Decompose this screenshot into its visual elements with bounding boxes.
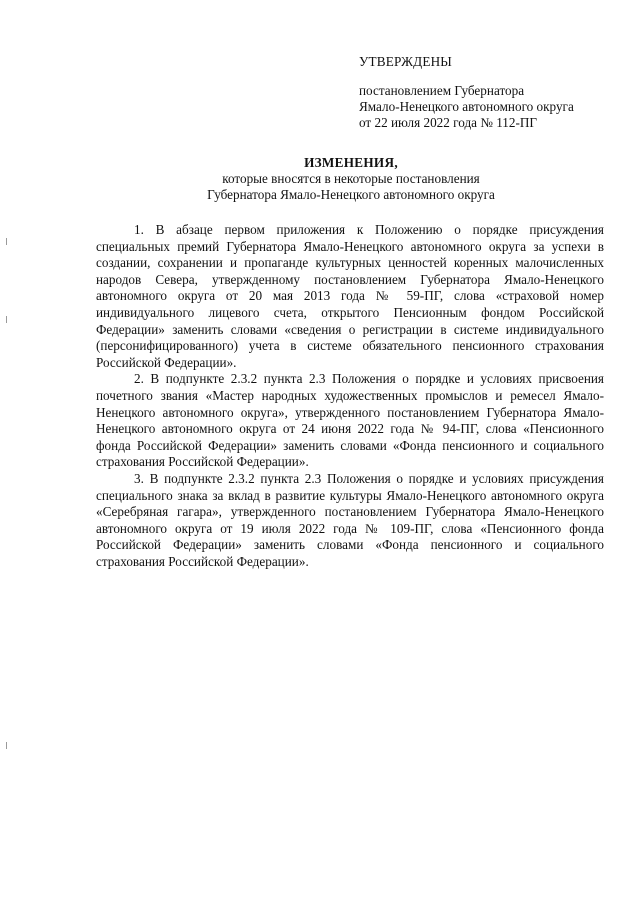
paragraph-3: 3. В подпункте 2.3.2 пункта 2.3 Положения о порядке и условиях присуждения специального знака за вклад в развитие культуры Ямало-Ненецкого автономного округа «Серебряная гагара», утвержденного постановлением Губернатора Ямало-Ненецкого автономного округа от 19 июля 2022 года № 109-ПГ, слова «Пенсионного фонда Российской Федерации» заменить словами «Фонда пенсионного и социального страхования Российской Федерации». — [96, 470, 604, 569]
margin-mark — [6, 316, 7, 323]
document-heading — [96, 155, 606, 203]
document-body — [96, 222, 604, 570]
approval-line: от 22 июля 2022 года № 112-ПГ — [359, 115, 538, 130]
approval-stamp: УТВЕРЖДЕНЫ — [359, 54, 453, 69]
margin-mark — [6, 742, 7, 749]
document-subtitle-line: которые вносятся в некоторые постановления — [222, 171, 480, 186]
approval-block — [359, 54, 619, 131]
paragraph-2: 2. В подпункте 2.3.2 пункта 2.3 Положения о порядке и условиях присвоения почетного звания «Мастер народных художественных промыслов и ремесел Ямало-Ненецкого автономного округа», утвержденного постановлением Губернатора Ямало-Ненецкого автономного округа от 24 июня 2022 года № 94-ПГ, слова «Пенсионного фонда Российской Федерации» заменить словами «Фонда пенсионного и социального страхования Российской Федерации». — [96, 371, 604, 470]
approval-line: постановлением Губернатора — [359, 83, 525, 98]
paragraph-1: 1. В абзаце первом приложения к Положению о порядке присуждения специальных премий Губернатора Ямало-Ненецкого автономного округа за успехи в создании, сохранении и пропаганде культурных ценностей коренных малочисленных народов Севера, утвержденному постановлением Губернатора Ямало-Ненецкого автономного округа от 20 мая 2013 года № 59-ПГ, слова «страховой номер индивидуального лицевого счета, открытого Пенсионным фондом Российской Федерации» заменить словами «сведения о регистрации в системе индивидуального (персонифицированного) учета в системе обязательного пенсионного страхования Российской Федерации». — [96, 222, 604, 370]
document-title: ИЗМЕНЕНИЯ, — [304, 155, 398, 170]
approval-line: Ямало-Ненецкого автономного округа — [359, 99, 574, 114]
document-subtitle-line: Губернатора Ямало-Ненецкого автономного округа — [207, 187, 495, 202]
margin-mark — [6, 238, 7, 245]
